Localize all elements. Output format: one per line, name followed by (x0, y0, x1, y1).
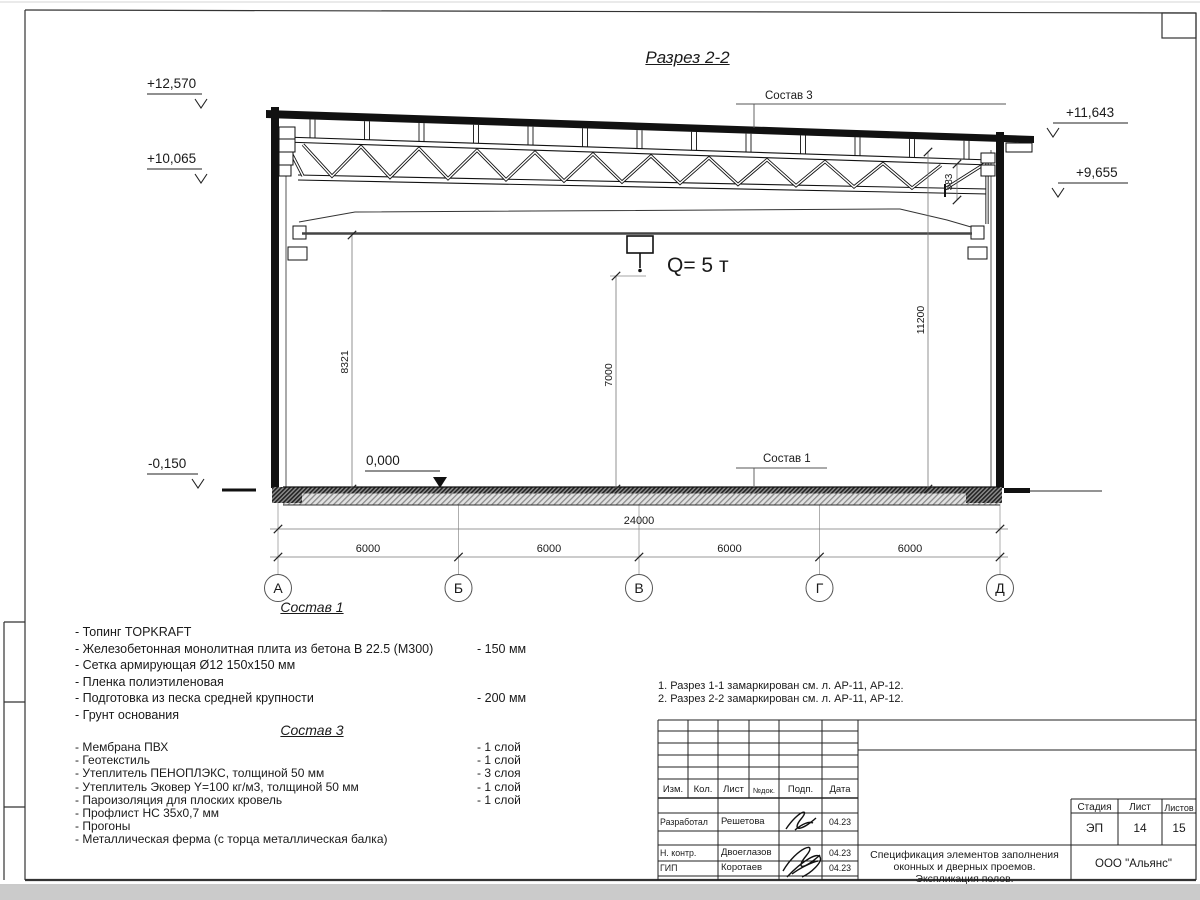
tb-col-data: Дата (829, 784, 851, 795)
dim-583: 583 (944, 173, 955, 191)
roof-slab (266, 110, 1034, 143)
tb-stage-label: Стадия (1077, 802, 1112, 813)
sostav1-item: - Сетка армирующая Ø12 150x150 мм (75, 658, 296, 672)
dim-overall-24000: 24000 (623, 515, 655, 527)
sostav3-value: - 1 слой (477, 753, 521, 768)
tb-date-1: 04.23 (828, 817, 851, 827)
sostav3-item: - Металлическая ферма (с торца металлическая балка) (75, 832, 388, 847)
structure-linework (266, 107, 1034, 488)
monorail-support (299, 209, 971, 227)
sostav1-item: - Грунт основания (75, 707, 180, 722)
sostav3-item: - Геотекстиль (75, 753, 150, 768)
tb-col-ndok: №док. (753, 786, 775, 795)
axis-label-b: Б (453, 580, 464, 596)
tb-name-korotaev: Коротаев (721, 862, 763, 873)
hoist (610, 236, 653, 276)
sostav3-heading: Состав 3 (280, 722, 344, 738)
sostav3-item: - Профлист НС 35x0,7 мм (75, 806, 219, 820)
tb-col-podp: Подп. (787, 784, 814, 795)
tb-role-gip: ГИП (660, 863, 678, 873)
elevation-9655: +9,655 (1076, 165, 1118, 180)
tb-role-razrabotal: Разработал (660, 817, 708, 827)
dim-bay-3: 6000 (717, 543, 742, 555)
floor-slab (222, 487, 1102, 505)
axis-letters (273, 580, 1005, 596)
sostav3-value: - 1 слой (477, 792, 521, 807)
dim-bay-4: 6000 (897, 543, 923, 555)
crane-capacity-label: Q= 5 т (667, 254, 729, 277)
sostav3-value: - 3 слоя (477, 766, 521, 781)
sostav3-item: - Пароизоляция для плоских кровель (75, 792, 283, 807)
sostav1-value: - 150 мм (477, 641, 527, 656)
tb-name-reshetova: Решетова (721, 816, 765, 827)
tb-doc-title-line3: Экспликация полов. (915, 873, 1014, 885)
axis-label-g: Г (815, 580, 824, 596)
dim-bay-2: 6000 (536, 543, 562, 555)
sostav3-value: - 1 слой (477, 779, 521, 794)
tb-doc-title-line1: Спецификация элементов заполнения (870, 849, 1059, 861)
tb-col-kol: Кол. (693, 784, 713, 795)
note-1: 1. Разрез 1-1 замаркирован см. л. АР-11, АР-12. (658, 680, 904, 692)
axis-label-a: А (273, 580, 283, 596)
tb-doc-title-line2: оконных и дверных проемов. (893, 861, 1036, 873)
tb-sheet-label: Лист (1129, 802, 1151, 813)
tb-sheet-value: 14 (1133, 821, 1147, 835)
sostav3-item: - Утеплитель Эковер Y=100 кг/м3, толщиной 50 мм (75, 779, 359, 794)
elevation-minus-0150: -0,150 (148, 456, 187, 471)
sostav1-item: - Подготовка из песка средней крупности (75, 691, 314, 705)
dim-11200: 11200 (915, 305, 927, 335)
sostav3-item: - Прогоны (75, 819, 131, 834)
tb-sheets-value: 15 (1172, 821, 1186, 835)
dim-8321: 8321 (339, 350, 351, 374)
sostav1-item: - Железобетонная монолитная плита из бетона В 22.5 (М300) (75, 641, 434, 656)
tb-col-list: Лист (723, 784, 744, 795)
tb-role-nkontr: Н. контр. (660, 848, 697, 858)
callout-sostav3: Состав 3 (765, 90, 813, 102)
sostav1-heading: Состав 1 (280, 599, 344, 615)
elevation-11643: +11,643 (1066, 105, 1115, 120)
sostav1-value: - 200 мм (477, 691, 527, 705)
tb-sheets-label: Листов (1164, 803, 1194, 813)
sostav3-item: - Мембрана ПВХ (75, 740, 169, 754)
tb-col-izm: Изм. (662, 784, 684, 795)
elevation-zero: 0,000 (366, 453, 400, 468)
tb-name-dvoeglazov: Двоеглазов (721, 847, 772, 858)
right-column (996, 132, 1004, 488)
tb-date-3: 04.23 (828, 863, 851, 873)
sostav3-item: - Утеплитель ПЕНОПЛЭКС, толщиной 50 мм (75, 766, 325, 781)
axis-label-v: В (634, 580, 644, 596)
left-column (271, 107, 279, 488)
elevation-12570: +12,570 (147, 76, 197, 91)
tb-stage-value: ЭП (1085, 821, 1104, 835)
tb-date-2: 04.23 (828, 848, 851, 858)
sostav3-value: - 1 слой (477, 740, 521, 754)
elevation-10065: +10,065 (147, 151, 197, 166)
axis-label-d: Д (995, 580, 1005, 596)
sostav1-item: - Топинг TOPKRAFT (75, 625, 192, 639)
page-title: Разрез 2-2 (645, 48, 730, 67)
tb-company: ООО "Альянс" (1095, 858, 1172, 870)
dim-bay-1: 6000 (355, 543, 381, 555)
callout-sostav1: Состав 1 (763, 453, 811, 465)
sostav1-item: - Пленка полиэтиленовая (75, 674, 224, 689)
dim-7000: 7000 (603, 363, 615, 387)
note-2: 2. Разрез 2-2 замаркирован см. л. АР-11, АР-12. (658, 693, 904, 705)
